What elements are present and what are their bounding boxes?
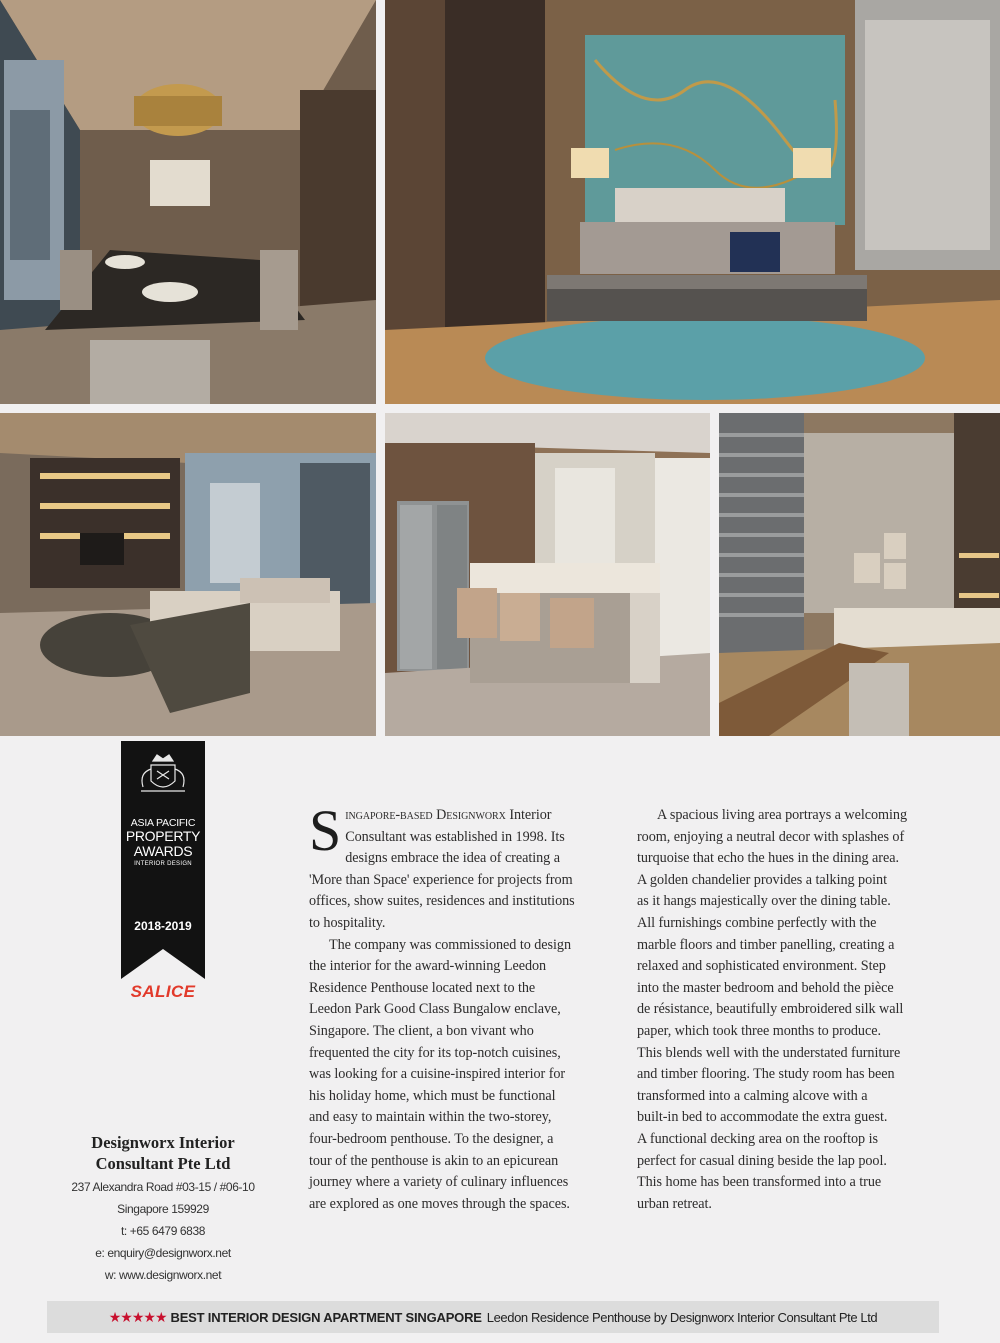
- company-contact: [52, 1132, 274, 1286]
- article-paragraph: The company was commissioned to design the interior for the award-winning Leedon Residence Penthouse located next to the Leedon Park Good Class Bungalow enclave, Singapore. The client, a bon vivant who frequented the city for its top-notch cuisines, was looking for a cuisine-inspired interior for his holiday home, which must be functional and easy to maintain within the two-storey, four-bedroom penthouse. To the designer, a tour of the penthouse is akin to an epicurean journey where a variety of culinary influences are explored as one moves through the spaces.: [309, 936, 572, 1212]
- article-paragraph: S ingapore-based Designworx Interior Consultant was established in 1998. Its designs embrace the idea of creating a 'More than Space' experience for projects from offices, show suites, residences and institutions to hospitality.: [309, 798, 575, 931]
- study-room-photo: [719, 413, 1000, 736]
- award-year: 2018-2019: [134, 919, 192, 933]
- article-paragraph: A spacious living area portrays a welcoming room, enjoying a neutral decor with splashes of turquoise that echo the hues in the dining area. A golden chandelier provides a talking point as it hangs majestically over the dining table. All furnishings combine perfectly with the marble floors and timber panelling, creating a relaxed and sophisticated environment. Step into the master bedroom and behold the pièce de résistance, beautifully embroidered silk wall paper, which took three months to produce. This blends well with the understated furniture and timber flooring. The study room has been transformed into a calming alcove with a built-in bed to accommodate the extra guest. A functional decking area on the rooftop is perfect for casual dining beside the lap pool. This home has been transformed into a true urban retreat.: [637, 807, 908, 1212]
- company-address: 237 Alexandra Road #03-15 / #06-10: [71, 1180, 255, 1194]
- article-column-2: [637, 805, 937, 1215]
- rating-stars: ★★★★★: [108, 1308, 167, 1325]
- lead-in: ingapore-based Designworx: [345, 807, 506, 823]
- award-line-1: ASIA PACIFIC: [130, 817, 196, 829]
- kitchen-photo: [385, 413, 710, 736]
- award-footer-banner: [47, 1301, 939, 1333]
- drop-cap: S: [309, 798, 342, 863]
- award-project: Leedon Residence Penthouse by Designworx Interior Consultant Pte Ltd: [486, 1309, 878, 1325]
- master-bedroom-photo: [385, 0, 1000, 404]
- company-city: Singapore 159929: [117, 1202, 209, 1216]
- company-name-line-2: Consultant Pte Ltd: [95, 1154, 231, 1173]
- ribbon-background: [121, 741, 205, 979]
- dining-room-photo: [0, 0, 376, 404]
- award-line-4: INTERIOR DESIGN: [134, 861, 192, 867]
- company-name-line-1: Designworx Interior: [91, 1133, 235, 1152]
- company-email: e: enquiry@designworx.net: [95, 1246, 231, 1260]
- award-line-3: AWARDS: [133, 843, 193, 859]
- award-line-2: PROPERTY: [125, 828, 201, 844]
- company-website: w: www.designworx.net: [104, 1268, 222, 1282]
- award-category: BEST INTERIOR DESIGN APARTMENT SINGAPORE: [170, 1309, 482, 1325]
- company-phone: t: +65 6479 6838: [120, 1224, 206, 1238]
- living-room-photo: [0, 413, 376, 736]
- article-column-1: [309, 798, 609, 1215]
- award-ribbon: [121, 741, 205, 979]
- sponsor-logo: SALICE: [130, 982, 196, 1001]
